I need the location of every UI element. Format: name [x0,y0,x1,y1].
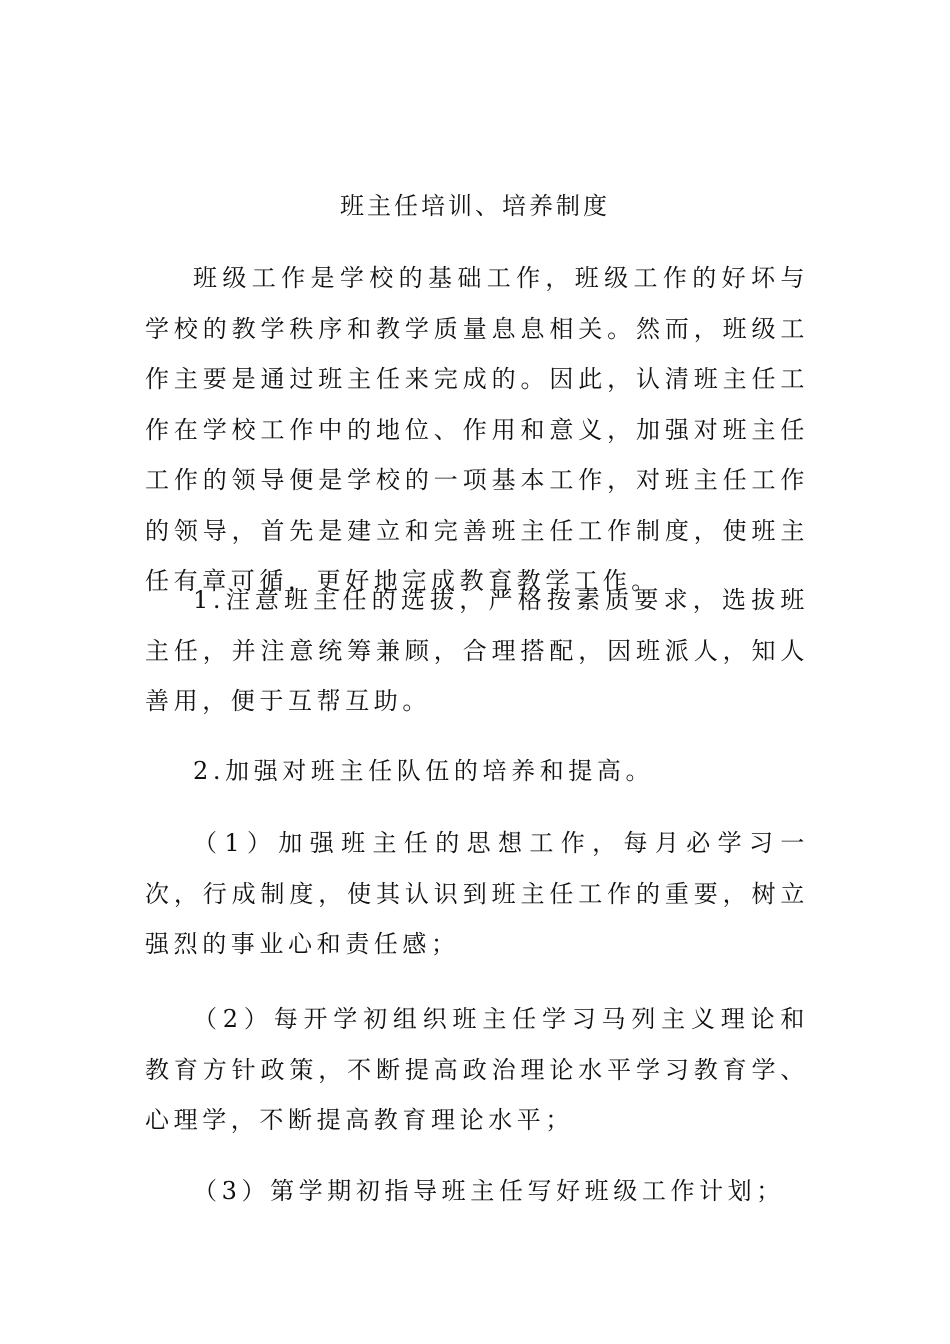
document-title: 班主任培训、培养制度 [340,192,610,220]
paragraph-item-2: 2.加强对班主任队伍的培养和提高。 [193,757,655,785]
paragraph-item-1: 1.注意班主任的选拔，严格按素质要求，选拔班主任，并注意统筹兼顾，合理搭配，因班派人，知人善用，便于互帮互助。 [145,586,809,715]
paragraph-subitem-2: （2）每开学初组织班主任学习马列主义理论和教育方针政策，不断提高政治理论水平学习教育学、心理学，不断提高教育理论水平； [145,1005,809,1134]
paragraph-intro: 班级工作是学校的基础工作，班级工作的好坏与学校的教学秩序和教学质量息息相关。然而，班级工作主要是通过班主任来完成的。因此，认清班主任工作在学校工作中的地位、作用和意义，加强对班主任工作的领导便是学校的一项基本工作，对班主任工作的领导，首先是建立和完善班主任工作制度，使班主任有章可循，更好地完成教育教学工作。 [145,264,809,595]
paragraph-subitem-3: （3）第学期初指导班主任写好班级工作计划； [193,1177,785,1205]
paragraph-subitem-1: （1）加强班主任的思想工作，每月必学习一次，行成制度，使其认识到班主任工作的重要，树立强烈的事业心和责任感； [145,829,809,958]
